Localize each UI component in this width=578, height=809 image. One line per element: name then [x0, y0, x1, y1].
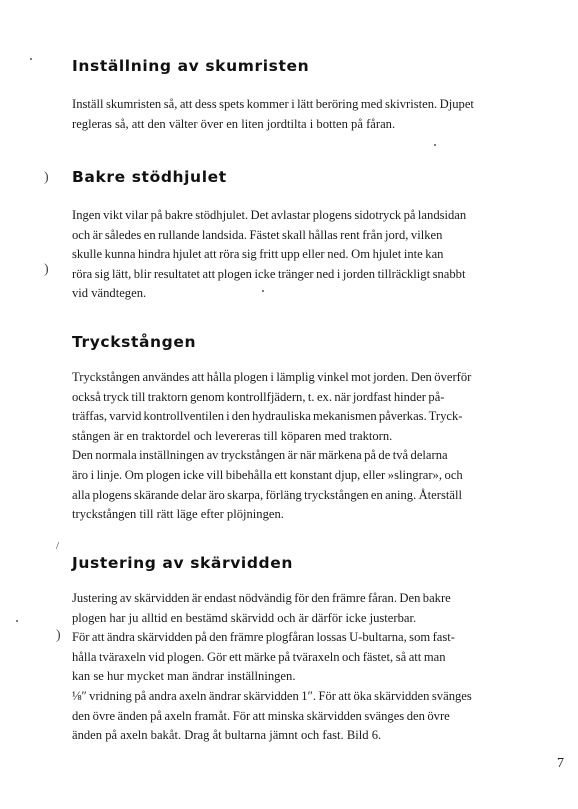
text-line: hålla tväraxeln vid plogen. Gör ett märke på tväraxeln och fästet, så att man	[72, 649, 446, 664]
text-line: stången är en traktordel och levereras till köparen med traktorn.	[72, 428, 393, 443]
scan-speck	[434, 144, 436, 146]
text-line: ⅛″ vridning på andra axeln ändrar skärvidden 1″. För att öka skärvidden svänges	[72, 688, 472, 703]
text-line: träffas, varvid kontrollventilen i den hydrauliska mekanismen påverkas. Tryck-	[72, 409, 463, 424]
text-line: den övre änden på axeln framåt. För att minska skärvidden svänges den övre	[72, 708, 450, 723]
section-heading: Inställning av skumristen	[72, 57, 310, 75]
scan-speck	[30, 58, 32, 60]
text-line: och är således en rullande landsida. Fästet skall hållas rent från jord, vilken	[72, 227, 443, 242]
margin-mark: )	[56, 628, 61, 643]
section-body	[72, 206, 572, 304]
text-line: Tryckstången användes att hålla plogen i lämplig vinkel mot jorden. Den överför	[72, 370, 472, 384]
text-line: vid vändtegen.	[72, 286, 147, 301]
text-line: Inställ skumristen så, att dess spets kommer i lätt beröring med skivristen. Djupet	[72, 97, 474, 111]
text-line: Justering av skärvidden är endast nödvändig för den främre fåran. Den bakre	[72, 591, 451, 605]
margin-mark: /	[56, 540, 60, 552]
section-skumrist	[72, 57, 572, 134]
text-line: Den normala inställningen av tryckstången är när märkena på de två delarna	[72, 448, 448, 463]
scan-speck	[16, 620, 18, 622]
text-line: kan se hur mycket man ändrar inställningen.	[72, 669, 296, 684]
section-tryckstang	[72, 333, 572, 525]
text-line: alla plogens skärande delar äro skarpa, förläng tryckstången en aning. Återställ	[72, 487, 462, 502]
text-line: Ingen vikt vilar på bakre stödhjulet. Det avlastar plogens sidotryck på landsidan	[72, 208, 467, 222]
text-line: skulle kunna hindra hjulet att röra sig fritt upp eller ned. Om hjulet inte kan	[72, 247, 444, 262]
section-body	[72, 589, 572, 746]
section-heading: Justering av skärvidden	[72, 554, 293, 572]
page-number: 7	[557, 756, 564, 771]
section-heading: Bakre stödhjulet	[72, 168, 227, 186]
margin-mark: )	[44, 262, 49, 277]
text-line: äro i linje. Om plogen icke vill bibehålla ett konstant djup, eller »slingrar», och	[72, 467, 463, 482]
text-line: För att ändra skärvidden på den främre plogfåran lossas U-bultarna, som fast-	[72, 630, 455, 645]
scan-speck	[262, 290, 264, 292]
text-line: änden på axeln bakåt. Drag åt bultarna jämnt och fast. Bild 6.	[72, 728, 382, 743]
text-line: plogen har ju alltid en bestämd skärvidd och är därför icke justerbar.	[72, 610, 417, 625]
section-stodhjul	[72, 168, 572, 304]
text-line: också tryck till traktorn genom kontrollfjädern, t. ex. när jordfast hinder på-	[72, 389, 445, 404]
section-body	[72, 95, 572, 134]
text-line: regleras så, att den välter över en liten jordtilta i botten på fåran.	[72, 116, 396, 131]
section-heading: Tryckstången	[72, 333, 197, 351]
text-line: tryckstången till rätt läge efter plöjningen.	[72, 507, 284, 522]
section-skarvidd	[72, 554, 572, 746]
section-body	[72, 368, 572, 525]
margin-mark: )	[44, 170, 49, 185]
text-line: röra sig lätt, blir resultatet att plogen icke tränger ned i jorden tillräckligt snabbt	[72, 266, 466, 281]
